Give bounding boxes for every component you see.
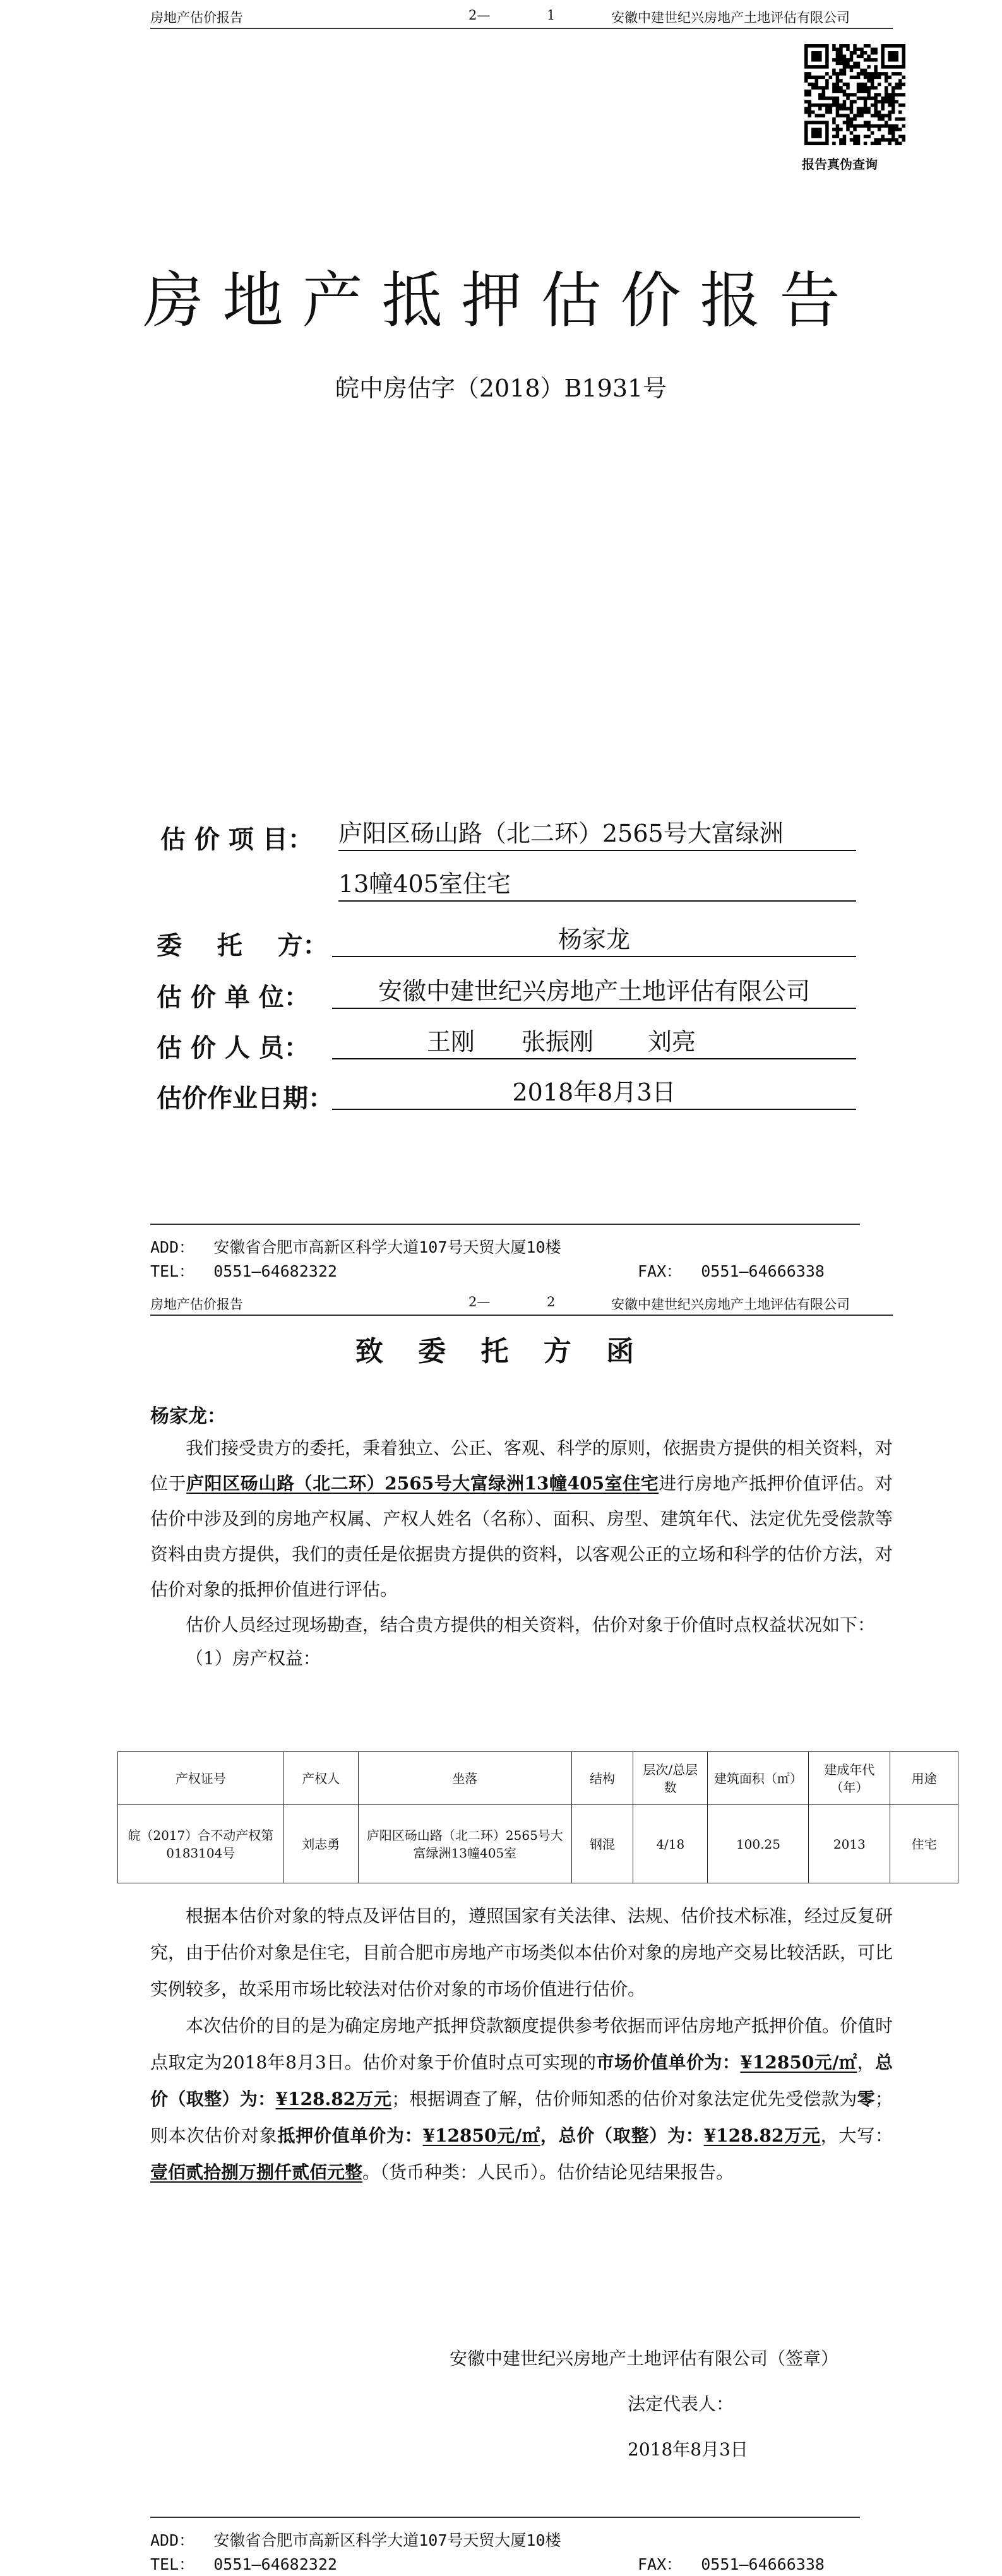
market-unit-price: ¥12850元/㎡ [740, 2052, 857, 2073]
p1-text-c: 进行房地产抵押价值评估。对估价中涉及到的房地产权属、产权人姓名（名称）、面积、房型、建筑年代、法定优先受偿款等资料由贵方提供，我们的责任是依据贵方提供的资料，以客观公正的立场和科学的估价方法，对估价对象的抵押价值进行评估。 [150, 1473, 893, 1600]
table-header-cell: 建成年代（年） [809, 1752, 890, 1805]
priority-claim-value: 零 [857, 2089, 875, 2109]
paragraph-5 [150, 2008, 893, 2191]
amount-in-words: 壹佰贰拾捌万捌仟贰佰元整 [150, 2162, 363, 2183]
table-header-cell: 层次/总层数 [633, 1752, 708, 1805]
project-value-line2: 13幢405室住宅 [338, 868, 856, 902]
header-center: 2— [468, 1294, 491, 1309]
appraisers-value [332, 1025, 856, 1059]
client-label: 委 托 方： [157, 931, 328, 960]
footer-rule [150, 1224, 860, 1225]
footer-tel: TEL： 0551—64682322 [150, 1262, 337, 1280]
market-total-price: ¥128.82万元 [275, 2089, 392, 2109]
p5-text: ， [857, 2052, 875, 2073]
footer-tel: TEL： 0551—64682322 [150, 2555, 337, 2573]
table-cell: 刘志勇 [283, 1805, 358, 1883]
header-page-number: 1 [547, 8, 556, 23]
table-header-cell: 结构 [571, 1752, 633, 1805]
qr-caption: 报告真伪查询 [802, 157, 878, 172]
date-label: 估价作业日期： [157, 1083, 333, 1113]
table-cell: 100.25 [708, 1805, 809, 1883]
letter-title: 致 委 托 方 函 [355, 1335, 647, 1368]
table-cell: 庐阳区砀山路（北二环）2565号大富绿洲13幢405室 [358, 1805, 571, 1883]
footer-address: ADD： 安徽省合肥市高新区科学大道107号天贸大厦10楼 [150, 1238, 561, 1256]
footer-fax: FAX： 0551—64666338 [638, 1262, 825, 1280]
p5-text: ，大写： [820, 2125, 893, 2146]
table-row [118, 1805, 958, 1883]
header-right: 安徽中建世纪兴房地产土地评估有限公司 [611, 1297, 850, 1312]
header-page-number: 2 [547, 1294, 556, 1309]
table-header-cell: 产权证号 [118, 1752, 284, 1805]
p1-text-a: 我们接受贵方的委托，秉着独立、公正、客观、科学的原则，依据贵方提供的相关资料，对位于 [150, 1438, 893, 1494]
appraiser-org-label: 估 价 单 位： [157, 982, 309, 1012]
signature-date: 2018年8月3日 [628, 2439, 748, 2460]
header-rule [150, 1315, 893, 1316]
date-value: 2018年8月3日 [332, 1076, 856, 1110]
p5-text: ；根据调查了解，估价师知悉的估价对象法定优先受偿款为 [391, 2089, 857, 2109]
paragraph-2: 估价人员经过现场勘查，结合贵方提供的相关资料，估价对象于价值时点权益状况如下： [186, 1614, 876, 1635]
table-cell: 住宅 [890, 1805, 958, 1883]
mortgage-unit-label: 抵押价值单价为： [277, 2125, 423, 2146]
appraiser-org-value: 安徽中建世纪兴房地产土地评估有限公司 [332, 975, 856, 1009]
p5-text: ；则本次估价对象 [150, 2089, 893, 2146]
table-header-cell: 建筑面积（㎡） [708, 1752, 809, 1805]
letter-body [150, 1431, 893, 1674]
market-total-label: 总价（取整）为： [150, 2052, 893, 2109]
mortgage-total-label: ，总价（取整）为： [540, 2125, 704, 2146]
signature-company: 安徽中建世纪兴房地产土地评估有限公司（签章） [450, 2348, 839, 2369]
market-unit-label: 市场价值单价为： [596, 2052, 741, 2073]
p5-text: 。（货币种类：人民币）。估价结论见结果报告。 [362, 2162, 734, 2183]
appraiser-2: 张振刚 [522, 1028, 594, 1056]
table-header-cell: 坐落 [358, 1752, 571, 1805]
client-value: 杨家龙 [332, 923, 856, 957]
appraisers-label: 估 价 人 员： [157, 1033, 309, 1063]
salutation: 杨家龙： [150, 1405, 226, 1428]
footer-address: ADD： 安徽省合肥市高新区科学大道107号天贸大厦10楼 [150, 2531, 561, 2549]
header-left: 房地产估价报告 [150, 10, 243, 25]
mortgage-total-price: ¥128.82万元 [703, 2125, 821, 2146]
table-cell: 4/18 [633, 1805, 708, 1883]
property-address: 庐阳区砀山路（北二环）2565号大富绿洲13幢405室住宅 [186, 1473, 659, 1494]
table-header-cell: 产权人 [283, 1752, 358, 1805]
paragraph-1 [150, 1431, 893, 1607]
footer-rule [150, 2517, 860, 2518]
table-cell: 皖（2017）合不动产权第0183104号 [118, 1805, 284, 1883]
project-value-line1: 庐阳区砀山路（北二环）2565号大富绿洲 [338, 817, 856, 851]
header-right: 安徽中建世纪兴房地产土地评估有限公司 [611, 10, 850, 25]
rights-table [117, 1751, 958, 1883]
table-cell: 钢混 [571, 1805, 633, 1883]
report-title: 房地产抵押估价报告 [143, 265, 859, 336]
paragraph-3: （1）房产权益： [186, 1648, 321, 1669]
project-label: 估 价 项 目： [160, 825, 313, 854]
paragraph-4: 根据本估价对象的特点及评估目的，遵照国家有关法律、法规、估价技术标准，经过反复研究，由于估价对象是住宅，目前合肥市房地产市场类似本估价对象的房地产交易比较活跃，可比实例较多，故采用市场比较法对估价对象的市场价值进行估价。 [150, 1905, 893, 2000]
p5-text: 本次估价的目的是为确定房地产抵押贷款额度提供参考依据而评估房地产抵押价值。价值时点取定为2018年8月3日。估价对象于价值时点可实现的 [150, 2015, 893, 2073]
footer-fax: FAX： 0551—64666338 [638, 2555, 825, 2573]
qr-code-icon[interactable] [804, 44, 905, 145]
table-header-row [118, 1752, 958, 1805]
header-center: 2— [468, 8, 491, 23]
table-header-cell: 用途 [890, 1752, 958, 1805]
header-left: 房地产估价报告 [150, 1297, 243, 1312]
appraiser-1: 王刚 [427, 1028, 475, 1056]
mortgage-unit-price: ¥12850元/㎡ [422, 2125, 540, 2146]
table-cell: 2013 [809, 1805, 890, 1883]
report-number: 皖中房估字（2018）B1931号 [335, 374, 667, 402]
signature-representative: 法定代表人： [628, 2394, 734, 2414]
letter-body-continued [150, 1898, 893, 2191]
header-rule [150, 28, 893, 29]
appraiser-3: 刘亮 [648, 1028, 696, 1056]
